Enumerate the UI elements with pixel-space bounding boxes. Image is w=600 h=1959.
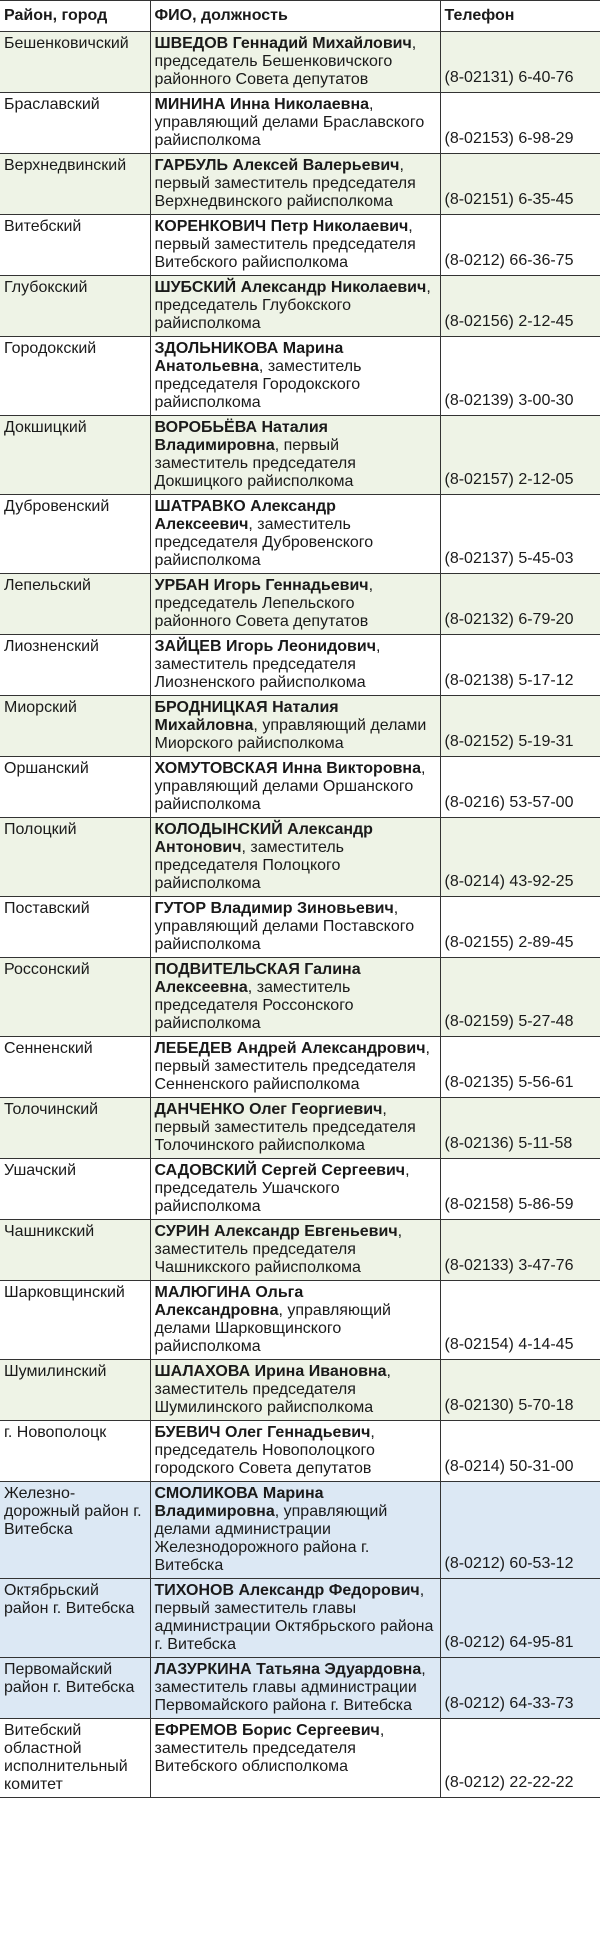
person-cell [150,1360,440,1421]
person-position: , первый заместитель председателя Витебского райисполкома [154,218,416,271]
district-cell: Витебский областной исполнительный комитет [0,1719,150,1798]
person-name: ГАРБУЛЬ Алексей Валерьевич [154,157,400,174]
phone-cell: (8-02130) 5-70-18 [440,1360,600,1421]
person-cell [150,1281,440,1360]
person-name: САДОВСКИЙ Сергей Сергеевич [154,1162,406,1179]
phone-cell: (8-0212) 64-95-81 [440,1579,600,1658]
district-cell: Оршанский [0,757,150,818]
person-name: КОЛОДЫНСКИЙ Александр Антонович [154,821,373,856]
phone-cell: (8-02138) 5-17-12 [440,635,600,696]
district-cell: Железно-дорожный район г. Витебска [0,1482,150,1579]
person-name: БРОДНИЦКАЯ Наталия Михайловна [154,699,339,734]
person-cell [150,635,440,696]
district-cell: Россонский [0,958,150,1037]
person-position: , заместитель председателя Полоцкого райисполкома [154,839,344,892]
person-name: ХОМУТОВСКАЯ Инна Викторовна [154,760,421,777]
district-cell: Миорский [0,696,150,757]
person-cell [150,1098,440,1159]
person-cell [150,154,440,215]
phone-cell: (8-02136) 5-11-58 [440,1098,600,1159]
person-cell [150,757,440,818]
person-name: ШВЕДОВ Геннадий Михайлович [154,35,412,52]
person-cell [150,696,440,757]
table-row [0,337,600,416]
person-name: МИНИНА Инна Николаевна [154,96,370,113]
table-row [0,958,600,1037]
person-position: , заместитель председателя Дубровенского райисполкома [154,516,374,569]
person-cell [150,1037,440,1098]
person-position: , председатель Глубокского райисполкома [154,279,431,332]
person-position: , председатель Новополоцкого городского Совета депутатов [154,1424,375,1477]
person-name: ДАНЧЕНКО Олег Георгиевич [154,1101,383,1118]
table-row [0,757,600,818]
person-position: , управляющий делами Шарковщинского райисполкома [154,1302,391,1355]
person-name: ЛЕБЕДЕВ Андрей Александрович [154,1040,426,1057]
district-cell: Докшицкий [0,416,150,495]
table-row [0,416,600,495]
person-cell [150,1159,440,1220]
person-name: ЛАЗУРКИНА Татьяна Эдуардовна [154,1661,422,1678]
person-cell [150,337,440,416]
table-row [0,1220,600,1281]
person-position: , заместитель председателя Городокского райисполкома [154,358,362,411]
phone-cell: (8-02135) 5-56-61 [440,1037,600,1098]
phone-cell: (8-02151) 6-35-45 [440,154,600,215]
person-cell [150,897,440,958]
table-row [0,818,600,897]
phone-cell: (8-02132) 6-79-20 [440,574,600,635]
person-cell [150,958,440,1037]
person-position: , заместитель главы администрации Первомайского района г. Витебска [154,1661,426,1714]
person-position: , заместитель председателя Чашникского райисполкома [154,1223,403,1276]
district-cell: Шарковщинский [0,1281,150,1360]
person-cell [150,93,440,154]
person-position: , заместитель председателя Лиозненского райисполкома [154,638,381,691]
person-name: ШАЛАХОВА Ирина Ивановна [154,1363,387,1380]
table-row [0,215,600,276]
person-position: , заместитель председателя Шумилинского райисполкома [154,1363,391,1416]
phone-cell: (8-0212) 66-36-75 [440,215,600,276]
phone-cell: (8-02152) 5-19-31 [440,696,600,757]
person-name: ШАТРАВКО Александр Алексеевич [154,498,336,533]
person-position: , заместитель председателя Витебского облисполкома [154,1722,385,1775]
district-cell: Первомайский район г. Витебска [0,1658,150,1719]
phone-cell: (8-0216) 53-57-00 [440,757,600,818]
district-cell: г. Новополоцк [0,1421,150,1482]
district-cell: Шумилинский [0,1360,150,1421]
person-position: , управляющий делами Миорского райисполкома [154,717,427,752]
person-name: ЗАЙЦЕВ Игорь Леонидович [154,638,377,655]
district-cell: Толочинский [0,1098,150,1159]
contacts-body [0,32,600,1798]
table-row [0,696,600,757]
person-cell [150,1421,440,1482]
district-cell: Лиозненский [0,635,150,696]
phone-cell: (8-02137) 5-45-03 [440,495,600,574]
district-cell: Дубровенский [0,495,150,574]
table-row [0,1719,600,1798]
table-row [0,1037,600,1098]
person-name: ВОРОБЬЁВА Наталия Владимировна [154,419,328,454]
person-position: , управляющий делами Оршанского райисполкома [154,760,426,813]
table-row [0,1579,600,1658]
table-row [0,897,600,958]
person-cell [150,215,440,276]
person-name: ГУТОР Владимир Зиновьевич [154,900,394,917]
person-name: ЗДОЛЬНИКОВА Марина Анатольевна [154,340,344,375]
district-cell: Глубокский [0,276,150,337]
district-cell: Верхнедвинский [0,154,150,215]
phone-cell: (8-02153) 6-98-29 [440,93,600,154]
district-cell: Полоцкий [0,818,150,897]
phone-cell: (8-02155) 2-89-45 [440,897,600,958]
district-cell: Поставский [0,897,150,958]
person-cell [150,1220,440,1281]
person-name: ШУБСКИЙ Александр Николаевич [154,279,427,296]
phone-cell: (8-02131) 6-40-76 [440,32,600,93]
person-cell [150,416,440,495]
district-cell: Чашникский [0,1220,150,1281]
person-position: , управляющий делами администрации Железнодорожного района г. Витебска [154,1503,388,1574]
table-row [0,32,600,93]
table-row [0,276,600,337]
table-row [0,1360,600,1421]
person-position: , первый заместитель председателя Верхнедвинского райисполкома [154,157,416,210]
person-cell [150,1719,440,1798]
table-row [0,154,600,215]
phone-cell: (8-02139) 3-00-30 [440,337,600,416]
person-position: , первый заместитель председателя Докшицкого райисполкома [154,437,356,490]
phone-cell: (8-02133) 3-47-76 [440,1220,600,1281]
district-cell: Лепельский [0,574,150,635]
table-row [0,1098,600,1159]
person-name: УРБАН Игорь Геннадьевич [154,577,369,594]
person-cell [150,1579,440,1658]
header-phone: Телефон [440,1,600,32]
phone-cell: (8-02156) 2-12-45 [440,276,600,337]
district-cell: Браславский [0,93,150,154]
phone-cell: (8-02154) 4-14-45 [440,1281,600,1360]
person-cell [150,574,440,635]
person-position: , управляющий делами Поставского райисполкома [154,900,415,953]
phone-cell: (8-0212) 60-53-12 [440,1482,600,1579]
header-person: ФИО, должность [150,1,440,32]
phone-cell: (8-02157) 2-12-05 [440,416,600,495]
person-name: СУРИН Александр Евгеньевич [154,1223,398,1240]
person-position: , первый заместитель председателя Толочинского райисполкома [154,1101,416,1154]
person-name: СМОЛИКОВА Марина Владимировна [154,1485,324,1520]
person-cell [150,495,440,574]
district-cell: Городокский [0,337,150,416]
phone-cell: (8-0212) 64-33-73 [440,1658,600,1719]
phone-cell: (8-0212) 22-22-22 [440,1719,600,1798]
table-row [0,1482,600,1579]
person-name: ПОДВИТЕЛЬСКАЯ Галина Алексеевна [154,961,361,996]
person-cell [150,276,440,337]
person-cell [150,1482,440,1579]
person-name: МАЛЮГИНА Ольга Александровна [154,1284,304,1319]
person-position: , управляющий делами Браславского райисполкома [154,96,425,149]
person-position: , председатель Ушачского райисполкома [154,1162,410,1215]
table-row [0,1658,600,1719]
district-cell: Ушачский [0,1159,150,1220]
person-name: КОРЕНКОВИЧ Петр Николаевич [154,218,409,235]
phone-cell: (8-0214) 50-31-00 [440,1421,600,1482]
phone-cell: (8-02158) 5-86-59 [440,1159,600,1220]
district-cell: Витебский [0,215,150,276]
table-row [0,1421,600,1482]
header-district: Район, город [0,1,150,32]
table-row [0,635,600,696]
person-cell [150,32,440,93]
person-name: БУЕВИЧ Олег Геннадьевич [154,1424,371,1441]
person-name: ТИХОНОВ Александр Федорович [154,1582,420,1599]
person-position: , заместитель председателя Россонского райисполкома [154,979,354,1032]
person-position: , первый заместитель главы администрации Октябрьского района г. Витебска [154,1582,434,1653]
table-row [0,1159,600,1220]
person-position: , председатель Лепельского районного Совета депутатов [154,577,374,630]
person-position: , председатель Бешенковичского районного Совета депутатов [154,35,417,88]
person-position: , первый заместитель председателя Сенненского райисполкома [154,1040,430,1093]
table-row [0,574,600,635]
district-cell: Сенненский [0,1037,150,1098]
district-cell: Октябрьский район г. Витебска [0,1579,150,1658]
person-name: ЕФРЕМОВ Борис Сергеевич [154,1722,380,1739]
person-cell [150,1658,440,1719]
phone-cell: (8-02159) 5-27-48 [440,958,600,1037]
table-row [0,495,600,574]
table-row [0,93,600,154]
person-cell [150,818,440,897]
phone-cell: (8-0214) 43-92-25 [440,818,600,897]
header-row [0,1,600,32]
district-cell: Бешенковичский [0,32,150,93]
table-row [0,1281,600,1360]
